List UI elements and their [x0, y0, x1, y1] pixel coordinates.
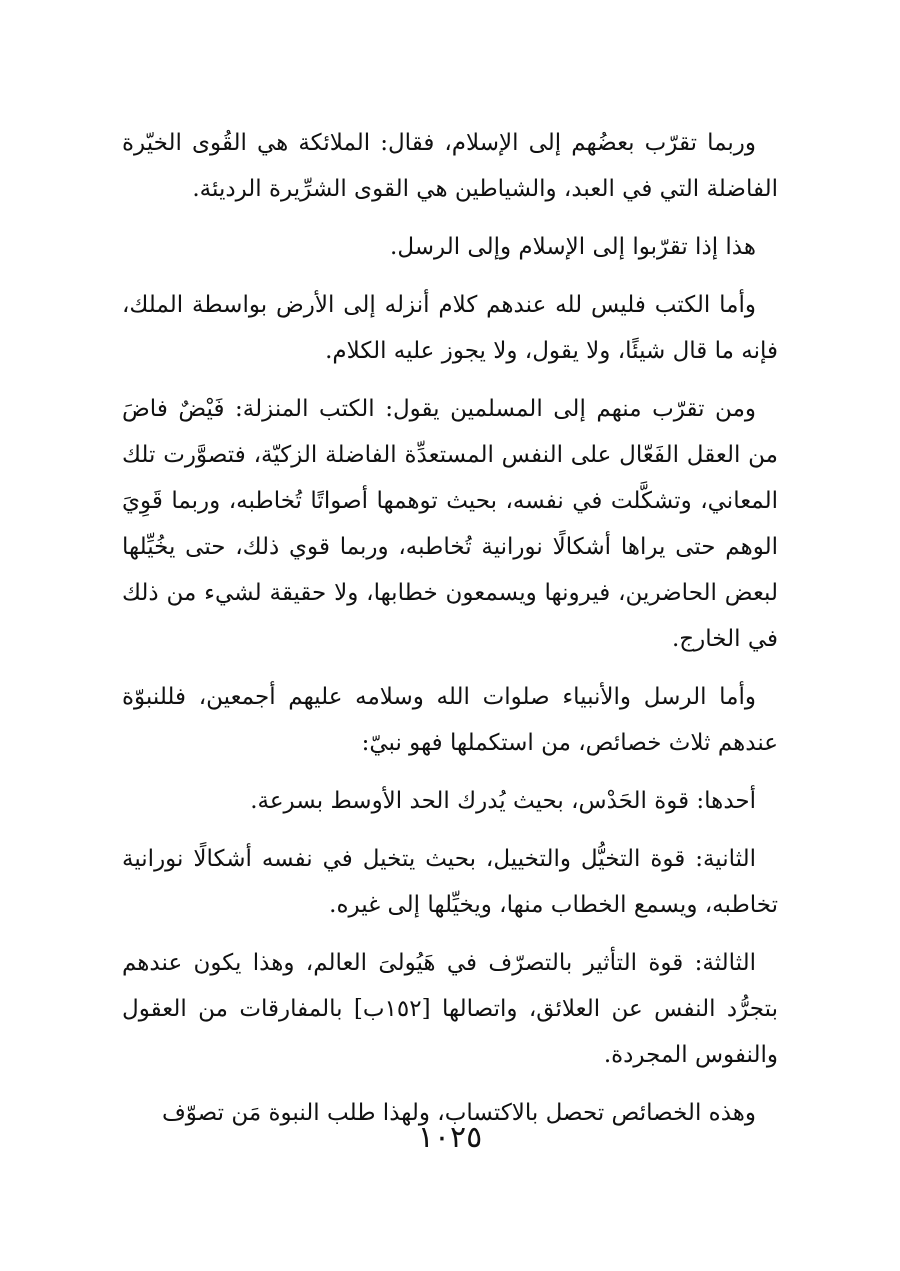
paragraph-9: وهذه الخصائص تحصل بالاكتساب، ولهذا طلب النبوة مَن تصوّف — [161, 1100, 756, 1126]
body-text — [122, 120, 778, 1148]
paragraph-3: وأما الكتب فليس لله عندهم كلام أنزله إلى الأرض بواسطة الملك، فإنه ما قال شيئًا، ولا يقول، ولا يجوز عليه الكلام. — [122, 292, 778, 364]
paragraph-6: أحدها: قوة الحَدْس، بحيث يُدرك الحد الأوسط بسرعة. — [250, 788, 756, 814]
paragraph-5: وأما الرسل والأنبياء صلوات الله وسلامه عليهم أجمعين، فللنبوّة عندهم ثلاث خصائص، من استكملها فهو نبيّ: — [122, 684, 778, 756]
paragraph-7: الثانية: قوة التخيُّل والتخييل، بحيث يتخيل في نفسه أشكالًا نورانية تخاطبه، ويسمع الخطاب منها، ويخيِّلها إلى غيره. — [122, 846, 778, 918]
paragraph-2: هذا إذا تقرّبوا إلى الإسلام وإلى الرسل. — [390, 234, 756, 260]
paragraph-4: ومن تقرّب منهم إلى المسلمين يقول: الكتب المنزلة: فَيْضٌ فاضَ من العقل الفَعّال على النفس المستعدِّة الفاضلة الزكيّة، فتصوَّرت تلك المعاني، وتشكَّلت في نفسه، بحيث توهمها أصواتًا تُخاطبه، وربما قَوِيَ الوهم حتى يراها أشكالًا نورانية تُخاطبه، وربما قوي ذلك، حتى يخُيِّلها لبعض الحاضرين، فيرونها ويسمعون خطابها، ولا حقيقة لشيء من ذلك في الخارج. — [122, 396, 778, 652]
paragraph-8: الثالثة: قوة التأثير بالتصرّف في هَيُولىَ العالم، وهذا يكون عندهم بتجرُّد النفس عن العلائق، واتصالها [١٥٢ب] بالمفارقات من العقول والنفوس المجردة. — [122, 950, 778, 1068]
page-number: ١٠٢٥ — [417, 1120, 483, 1155]
paragraph-1: وربما تقرّب بعضُهم إلى الإسلام، فقال: الملائكة هي القُوى الخيّرة الفاضلة التي في العبد، والشياطين هي القوى الشرِّيرة الرديئة. — [122, 130, 778, 202]
